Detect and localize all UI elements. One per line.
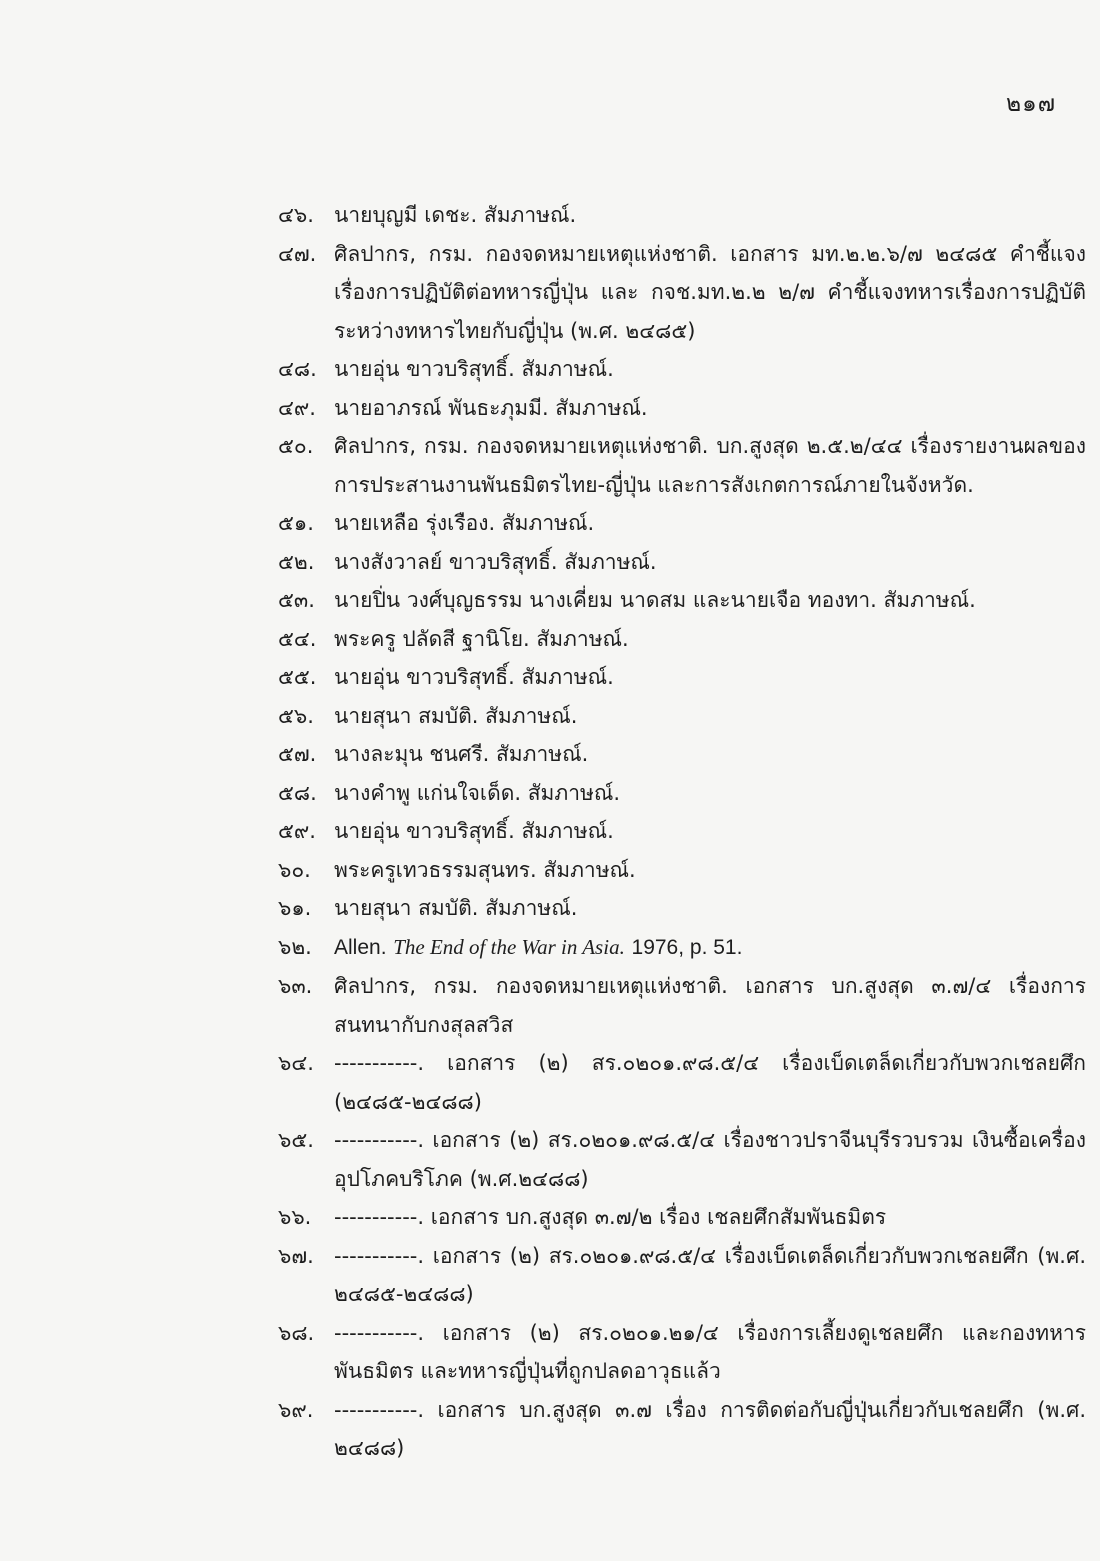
endnote-text: ศิลปากร, กรม. กองจดหมายเหตุแห่งชาติ. เอกสาร มท.๒.๒.๖/๗ ๒๔๘๕ คำชี้แจงเรื่องการปฏิบัติต่อทหารญี่ปุ่น และ กจช.มท.๒.๒ ๒/๗ คำชี้แจงทหารเรื่องการปฏิบัติระหว่างทหารไทยกับญี่ปุ่น (พ.ศ. ๒๔๘๕) (334, 241, 1086, 343)
endnote-text: นางละมุน ชนศรี. สัมภาษณ์. (334, 742, 589, 766)
endnote-text: -----------. เอกสาร (๒) สร.๐๒๐๑.๒๑/๔ เรื่องการเลี้ยงดูเชลยศึก และกองทหารพันธมิตร และทหารญี่ปุ่นที่ถูกปลดอาวุธแล้ว (334, 1320, 1086, 1383)
endnote-number: ๖๘. (278, 1320, 315, 1345)
endnote-text (334, 928, 1086, 968)
endnote-text: ศิลปากร, กรม. กองจดหมายเหตุแห่งชาติ. เอกสาร บก.สูงสุด ๓.๗/๔ เรื่องการสนทนากับกงสุลสวิส (334, 974, 1086, 1037)
endnote-text: นายอาภรณ์ พันธะภุมมี. สัมภาษณ์. (334, 395, 648, 420)
endnote-number: ๖๒. (278, 934, 312, 959)
endnote-number: ๔๗. (278, 241, 317, 266)
endnote-number: ๖๔. (278, 1051, 314, 1075)
endnote-number: ๕๙. (278, 819, 316, 843)
endnote-item (278, 1314, 1086, 1391)
endnote-number: ๔๙. (278, 395, 316, 420)
page-number: ๒๑๗ (1005, 91, 1056, 117)
endnote-author: Allen. (334, 935, 387, 959)
endnote-text: นายอุ่น ขาวบริสุทธิ์. สัมภาษณ์. (334, 665, 614, 689)
endnote-text: นายสุนา สมบัติ. สัมภาษณ์. (334, 896, 578, 920)
endnote-item (278, 1237, 1086, 1314)
endnote-text: -----------. เอกสาร (๒) สร.๐๒๐๑.๙๘.๕/๔ เรื่องเบ็ดเตล็ดเกี่ยวกับพวกเชลยศึก (พ.ศ. ๒๔๘๕-๒๔๘๘) (334, 1243, 1086, 1306)
endnote-item (278, 967, 1086, 1044)
endnote-publication-details: 1976, p. 51. (631, 935, 743, 959)
endnote-text: นางสังวาลย์ ขาวบริสุทธิ์. สัมภาษณ์. (334, 549, 657, 574)
endnote-item (278, 581, 1086, 620)
endnote-number: ๔๖. (278, 203, 314, 227)
endnote-number: ๖๐. (278, 857, 311, 882)
endnote-number: ๖๙. (278, 1397, 314, 1422)
endnote-number: ๕๐. (278, 434, 314, 458)
endnote-item (278, 889, 1086, 928)
endnote-text: นายบุญมี เดชะ. สัมภาษณ์. (334, 203, 577, 227)
endnote-number: ๕๘. (278, 780, 317, 805)
endnote-text: -----------. เอกสาร (๒) สร.๐๒๐๑.๙๘.๕/๔ เรื่องเบ็ดเตล็ดเกี่ยวกับพวกเชลยศึก (๒๔๘๕-๒๔๘๘) (334, 1051, 1086, 1114)
endnote-number: ๕๗. (278, 742, 317, 766)
endnote-number: ๖๗. (278, 1243, 314, 1268)
endnote-text: นางคำพู แก่นใจเด็ด. สัมภาษณ์. (334, 780, 621, 805)
endnote-item (278, 1391, 1086, 1468)
endnote-text: ศิลปากร, กรม. กองจดหมายเหตุแห่งชาติ. บก.สูงสุด ๒.๕.๒/๔๔ เรื่องรายงานผลของการประสานงานพันธมิตรไทย-ญี่ปุ่น และการสังเกตการณ์ภายในจังหวัด. (334, 434, 1086, 497)
endnote-number: ๕๒. (278, 549, 315, 574)
endnote-text: พระครูเทวธรรมสุนทร. สัมภาษณ์. (334, 857, 636, 882)
endnote-text: พระครู ปลัดสี ฐานิโย. สัมภาษณ์. (334, 626, 629, 651)
endnote-text: นายอุ่น ขาวบริสุทธิ์. สัมภาษณ์. (334, 357, 614, 381)
endnote-item (278, 774, 1086, 813)
endnote-text: นายเหลือ รุ่งเรือง. สัมภาษณ์. (334, 511, 595, 535)
endnote-item (278, 812, 1086, 851)
endnote-number: ๕๓. (278, 588, 315, 612)
endnote-item (278, 543, 1086, 582)
endnote-number: ๔๘. (278, 357, 317, 381)
endnote-number: ๕๕. (278, 665, 317, 689)
endnote-text: -----------. เอกสาร (๒) สร.๐๒๐๑.๙๘.๕/๔ เรื่องชาวปราจีนบุรีรวบรวม เงินซื้อเครื่องอุปโภคบริโภค (พ.ศ.๒๔๘๘) (334, 1128, 1086, 1191)
endnote-item (278, 196, 1086, 235)
endnote-item (278, 1198, 1086, 1237)
endnote-number: ๖๕. (278, 1128, 314, 1152)
endnote-text: นายปิ่น วงศ์บุญธรรม นางเคี่ยม นาดสม และนายเจือ ทองทา. สัมภาษณ์. (334, 588, 976, 612)
endnote-item (278, 504, 1086, 543)
endnote-item (278, 235, 1086, 351)
endnote-text: -----------. เอกสาร บก.สูงสุด ๓.๗/๒ เรื่อง เชลยศึกสัมพันธมิตร (334, 1205, 887, 1229)
endnote-item (278, 697, 1086, 736)
endnote-item (278, 389, 1086, 428)
endnote-number: ๕๖. (278, 703, 314, 728)
endnote-item (278, 1121, 1086, 1198)
endnote-text: -----------. เอกสาร บก.สูงสุด ๓.๗ เรื่อง การติดต่อกับญี่ปุ่นเกี่ยวกับเชลยศึก (พ.ศ. ๒๔๘๘) (334, 1397, 1086, 1460)
endnote-number: ๖๖. (278, 1205, 312, 1229)
endnote-item (278, 427, 1086, 504)
endnote-text: นายสุนา สมบัติ. สัมภาษณ์. (334, 703, 578, 728)
endnote-book-title: The End of the War in Asia. (393, 934, 625, 959)
endnote-number: ๕๔. (278, 626, 317, 651)
endnote-item (278, 735, 1086, 774)
endnote-item (278, 658, 1086, 697)
endnote-item (278, 851, 1086, 890)
endnote-text: นายอุ่น ขาวบริสุทธิ์. สัมภาษณ์. (334, 819, 614, 843)
endnote-item (278, 350, 1086, 389)
endnote-item (278, 620, 1086, 659)
endnotes-list (278, 196, 1086, 1468)
endnote-number: ๕๑. (278, 511, 314, 535)
endnote-number: ๖๓. (278, 974, 313, 998)
endnote-item (278, 928, 1086, 968)
endnote-item (278, 1044, 1086, 1121)
endnote-number: ๖๑. (278, 896, 312, 920)
